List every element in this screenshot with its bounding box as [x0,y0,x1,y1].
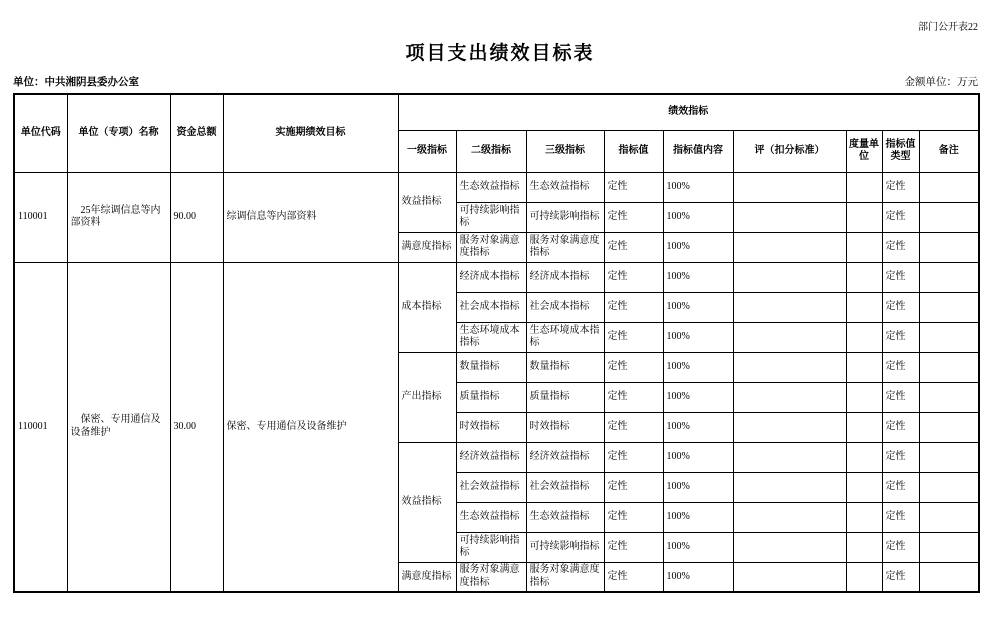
l3-indicator-cell: 生态效益指标 [526,502,604,532]
measure-unit-cell [846,412,882,442]
l2-indicator-cell: 可持续影响指标 [456,202,526,232]
indicator-value-cell: 定性 [604,202,663,232]
remark-cell [919,382,979,412]
remark-cell [919,172,979,202]
value-content-cell: 100% [663,472,733,502]
col-header-measure-unit: 度量单位 [846,130,882,172]
l2-indicator-cell: 社会效益指标 [456,472,526,502]
period-goal-cell: 保密、专用通信及设备维护 [223,262,398,592]
measure-unit-cell [846,472,882,502]
l3-indicator-cell: 社会效益指标 [526,472,604,502]
value-content-cell: 100% [663,262,733,292]
indicator-value-cell: 定性 [604,502,663,532]
l2-indicator-cell: 生态环境成本指标 [456,322,526,352]
col-header-value: 指标值 [604,130,663,172]
amount-unit-label: 金额单位：万元 [904,77,978,88]
remark-cell [919,262,979,292]
l3-indicator-cell: 生态效益指标 [526,172,604,202]
l3-indicator-cell: 数量指标 [526,352,604,382]
l2-indicator-cell: 生态效益指标 [456,502,526,532]
value-type-cell: 定性 [882,412,919,442]
measure-unit-cell [846,442,882,472]
l3-indicator-cell: 可持续影响指标 [526,532,604,562]
remark-cell [919,292,979,322]
score-rule-cell [733,352,846,382]
col-header-l2: 二级指标 [456,130,526,172]
measure-unit-cell [846,232,882,262]
col-header-score-rule: 评（扣分标准） [733,130,846,172]
remark-cell [919,532,979,562]
l2-indicator-cell: 数量指标 [456,352,526,382]
l3-indicator-cell: 质量指标 [526,382,604,412]
indicator-value-cell: 定性 [604,472,663,502]
l3-indicator-cell: 时效指标 [526,412,604,442]
l3-indicator-cell: 经济成本指标 [526,262,604,292]
table-row [14,172,979,202]
value-type-cell: 定性 [882,442,919,472]
remark-cell [919,322,979,352]
indicator-value-cell: 定性 [604,292,663,322]
l3-indicator-cell: 可持续影响指标 [526,202,604,232]
col-header-value-type: 指标值类型 [882,130,919,172]
measure-unit-cell [846,502,882,532]
measure-unit-cell [846,172,882,202]
l3-indicator-cell: 服务对象满意度指标 [526,232,604,262]
value-content-cell: 100% [663,172,733,202]
l3-indicator-cell: 服务对象满意度指标 [526,562,604,592]
score-rule-cell [733,442,846,472]
value-content-cell: 100% [663,562,733,592]
l1-indicator-cell: 成本指标 [398,262,456,352]
remark-cell [919,202,979,232]
score-rule-cell [733,262,846,292]
l3-indicator-cell: 经济效益指标 [526,442,604,472]
measure-unit-cell [846,532,882,562]
l3-indicator-cell: 生态环境成本指标 [526,322,604,352]
score-rule-cell [733,382,846,412]
indicator-value-cell: 定性 [604,442,663,472]
l1-indicator-cell: 产出指标 [398,352,456,442]
l2-indicator-cell: 生态效益指标 [456,172,526,202]
measure-unit-cell [846,202,882,232]
col-header-period-goal: 实施期绩效目标 [223,94,398,172]
remark-cell [919,412,979,442]
indicator-value-cell: 定性 [604,262,663,292]
score-rule-cell [733,472,846,502]
total-fund-cell: 30.00 [170,262,223,592]
score-rule-cell [733,532,846,562]
remark-cell [919,352,979,382]
unit-code-cell: 110001 [14,172,67,262]
remark-cell [919,502,979,532]
col-header-value-content: 指标值内容 [663,130,733,172]
measure-unit-cell [846,322,882,352]
remark-cell [919,562,979,592]
l2-indicator-cell: 经济效益指标 [456,442,526,472]
score-rule-cell [733,232,846,262]
total-fund-cell: 90.00 [170,172,223,262]
remark-cell [919,442,979,472]
score-rule-cell [733,562,846,592]
indicator-value-cell: 定性 [604,532,663,562]
l2-indicator-cell: 社会成本指标 [456,292,526,322]
l1-indicator-cell: 效益指标 [398,442,456,562]
value-type-cell: 定性 [882,472,919,502]
indicator-value-cell: 定性 [604,382,663,412]
period-goal-cell: 综调信息等内部资料 [223,172,398,262]
unit-name-cell: 25年综调信息等内部资料 [67,172,170,262]
performance-targets-table [13,93,980,593]
value-type-cell: 定性 [882,232,919,262]
value-type-cell: 定性 [882,292,919,322]
value-type-cell: 定性 [882,262,919,292]
measure-unit-cell [846,382,882,412]
l2-indicator-cell: 服务对象满意度指标 [456,232,526,262]
score-rule-cell [733,172,846,202]
col-header-remark: 备注 [919,130,979,172]
score-rule-cell [733,292,846,322]
unit-label: 单位：中共湘阴县委办公室 [13,77,139,88]
col-header-total-fund: 资金总额 [170,94,223,172]
value-content-cell: 100% [663,532,733,562]
value-content-cell: 100% [663,322,733,352]
measure-unit-cell [846,262,882,292]
score-rule-cell [733,202,846,232]
remark-cell [919,232,979,262]
value-content-cell: 100% [663,202,733,232]
value-content-cell: 100% [663,232,733,262]
indicator-value-cell: 定性 [604,562,663,592]
l2-indicator-cell: 经济成本指标 [456,262,526,292]
l1-indicator-cell: 满意度指标 [398,562,456,592]
value-type-cell: 定性 [882,382,919,412]
indicator-value-cell: 定性 [604,352,663,382]
l2-indicator-cell: 可持续影响指标 [456,532,526,562]
l1-indicator-cell: 效益指标 [398,172,456,232]
table-row [14,262,979,292]
col-header-perf-group: 绩效指标 [398,94,979,130]
value-type-cell: 定性 [882,322,919,352]
meta-row [13,74,978,89]
l3-indicator-cell: 社会成本指标 [526,292,604,322]
page-title: 项目支出绩效目标表 [405,43,595,64]
score-rule-cell [733,322,846,352]
value-content-cell: 100% [663,292,733,322]
value-content-cell: 100% [663,352,733,382]
col-header-unit-code: 单位代码 [14,94,67,172]
value-content-cell: 100% [663,412,733,442]
indicator-value-cell: 定性 [604,232,663,262]
col-header-unit-name: 单位（专项）名称 [67,94,170,172]
value-type-cell: 定性 [882,532,919,562]
unit-code-cell: 110001 [14,262,67,592]
score-rule-cell [733,412,846,442]
doc-number-label: 部门公开表22 [918,22,978,33]
l2-indicator-cell: 服务对象满意度指标 [456,562,526,592]
l2-indicator-cell: 质量指标 [456,382,526,412]
indicator-value-cell: 定性 [604,412,663,442]
value-type-cell: 定性 [882,172,919,202]
l1-indicator-cell: 满意度指标 [398,232,456,262]
col-header-l3: 三级指标 [526,130,604,172]
measure-unit-cell [846,562,882,592]
remark-cell [919,472,979,502]
value-content-cell: 100% [663,382,733,412]
value-content-cell: 100% [663,442,733,472]
value-type-cell: 定性 [882,502,919,532]
indicator-value-cell: 定性 [604,322,663,352]
value-type-cell: 定性 [882,562,919,592]
l2-indicator-cell: 时效指标 [456,412,526,442]
value-type-cell: 定性 [882,352,919,382]
col-header-l1: 一级指标 [398,130,456,172]
measure-unit-cell [846,352,882,382]
value-content-cell: 100% [663,502,733,532]
score-rule-cell [733,502,846,532]
unit-name-cell: 保密、专用通信及设备维护 [67,262,170,592]
indicator-value-cell: 定性 [604,172,663,202]
measure-unit-cell [846,292,882,322]
value-type-cell: 定性 [882,202,919,232]
